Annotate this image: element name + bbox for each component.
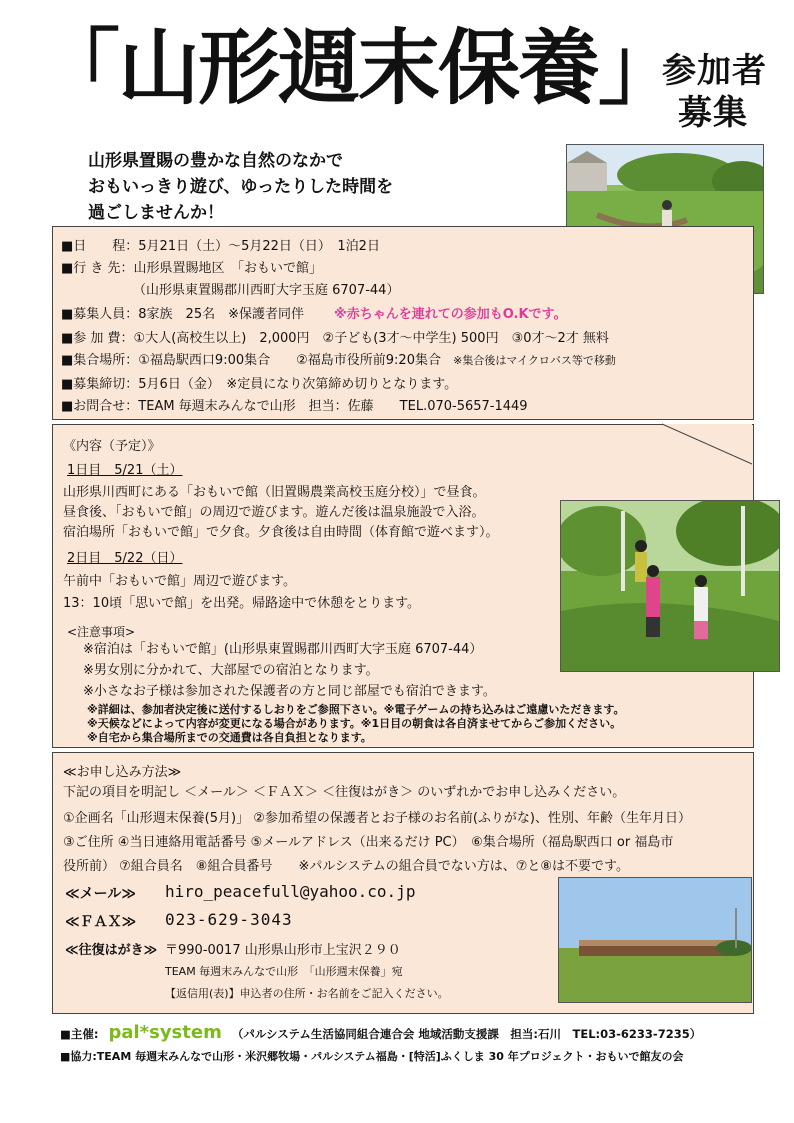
meeting-note: ※集合後はマイクロバス等で移動 (453, 354, 616, 367)
apply-items (63, 807, 691, 879)
day2-line: 13：10頃「思いで館」を出発。帰路途中で休憩をとります。 (63, 596, 421, 611)
program-heading: 《内容（予定）》 (63, 439, 161, 454)
apply-item-line: ①企画名「山形週末保養(5月)」 ②参加希望の保護者とお子様のお名前(ふりがな)、性別、年齢（生年月日） (63, 811, 691, 826)
apply-instruction: 下記の項目を明記し ＜メール＞ ＜ＦＡＸ＞ ＜往復はがき＞ のいずれかでお申し込みください。 (63, 785, 626, 800)
photo-children-forest (560, 500, 780, 672)
notes-body (83, 639, 496, 702)
palsystem-logo: pal*system (108, 1022, 222, 1043)
recruit-text: ■募集人員：8家族 25名 ※保護者同伴 (61, 307, 304, 322)
note-line: ※宿泊は「おもいで館」(山形県東置賜郡川西町大字玉庭 6707-44） (83, 642, 483, 657)
detail-recruit (61, 303, 567, 322)
postcard-address: 〒990-0017 山形県山形市上宝沢２９０ (165, 943, 401, 958)
postcard-note: 【返信用(表)】申込者の住所・お名前をご記入ください。 (165, 987, 449, 1000)
detail-fee: ■参 加 費：①大人(高校生以上) 2,000円 ②子ども(3才～中学生) 500円 ③0才～2才 無料 (61, 331, 609, 346)
day2-line: 午前中「おもいで館」周辺で遊びます。 (63, 574, 296, 589)
intro-line: 山形県置賜の豊かな自然のなかで (88, 151, 343, 171)
small-notes (87, 703, 625, 745)
day1-line: 昼食後、「おもいで館」の周辺で遊びます。遊んだ後は温泉施設で入浴。 (63, 505, 485, 520)
detail-deadline: ■募集締切：5月6日（金） ※定員になり次第締め切りとなります。 (61, 377, 458, 392)
page-subtitle (662, 50, 767, 134)
mail-address[interactable]: hiro_peacefull@yahoo.co.jp (165, 882, 416, 901)
intro-text (88, 148, 393, 226)
small-note-line: ※詳細は、参加者決定後に送付するしおりをご参照下さい。※電子ゲームの持ち込みはご遠慮いただきます。 (87, 703, 625, 716)
postcard-to: TEAM 毎週末みんなで山形 「山形週末保養」宛 (165, 965, 403, 978)
fax-number: 023-629-3043 (165, 910, 293, 929)
small-note-line: ※天候などによって内容が変更になる場合があります。※1日目の朝食は各自済ませてからご参加ください。 (87, 717, 622, 730)
day1-title: 1日目 5/21（土） (67, 463, 183, 478)
footer-coop: ■協力:TEAM 毎週末みんなで山形・米沢郷牧場・パルシステム福島・[特活]ふくしま 30 年プロジェクト・おもいで館友の会 (60, 1050, 684, 1063)
note-line: ※小さなお子様は参加された保護者の方と同じ部屋でも宿泊できます。 (83, 684, 496, 699)
day1-line: 山形県川西町にある「おもいで館（旧置賜農業高校玉庭分校）」で昼食。 (63, 485, 486, 500)
detail-meeting (61, 349, 616, 368)
day1-body (63, 483, 499, 543)
recruit-note: ※赤ちゃんを連れての参加もO.Kです。 (334, 307, 567, 322)
day2-body (63, 571, 420, 615)
subtitle-line2: 募集 (678, 93, 748, 133)
apply-heading: ≪お申し込み方法≫ (63, 765, 182, 780)
intro-line: おもいっきり遊び、ゆったりした時間を (88, 177, 394, 197)
detail-address: （山形県東置賜郡川西町大字玉庭 6707-44） (133, 283, 400, 298)
footer-host (60, 1022, 701, 1043)
day1-line: 宿泊場所「おもいで館」で夕食。夕食後は自由時間（体育館で遊べます）。 (63, 525, 499, 540)
notes-heading: <注意事項> (67, 625, 136, 639)
host-label: ■主催: (60, 1027, 99, 1041)
fax-label: ≪ＦＡＸ≫ (65, 914, 137, 930)
detail-date: ■日 程：5月21日（土）～5月22日（日） 1泊2日 (61, 239, 380, 254)
detail-destination: ■行 き 先：山形県置賜地区 「おもいで館」 (61, 261, 323, 276)
speech-tail (660, 420, 755, 466)
day2-title: 2日目 5/22（日） (67, 551, 183, 566)
postcard-label: ≪往復はがき≫ (65, 943, 158, 958)
note-line: ※男女別に分かれて、大部屋での宿泊となります。 (83, 663, 379, 678)
details-box (52, 226, 754, 420)
small-note-line: ※自宅から集合場所までの交通費は各自負担となります。 (87, 731, 372, 744)
meeting-text: ■集合場所：①福島駅西口9:00集合 ②福島市役所前9:20集合 (61, 353, 441, 368)
page-title: 「山形週末保養」 (38, 21, 679, 116)
intro-line: 過ごしませんか！ (88, 203, 224, 223)
host-info: （パルシステム生活協同組合連合会 地域活動支援課 担当:石川 TEL:03-6233-7235） (231, 1027, 702, 1041)
photo-building (558, 877, 752, 1003)
detail-contact: ■お問合せ：TEAM 毎週末みんなで山形 担当：佐藤 TEL.070-5657-1449 (61, 399, 528, 414)
apply-item-line: ③ご住所 ④当日連絡用電話番号 ⑤メールアドレス（出来るだけ PC） ⑥集合場所（福島駅西口 or 福島市 (63, 835, 674, 850)
subtitle-line1: 参加者 (662, 51, 767, 91)
mail-label: ≪メール≫ (65, 886, 137, 902)
apply-item-line: 役所前） ⑦組合員名 ⑧組合員番号 ※パルシステムの組合員でない方は、⑦と⑧は不要です。 (63, 859, 629, 874)
